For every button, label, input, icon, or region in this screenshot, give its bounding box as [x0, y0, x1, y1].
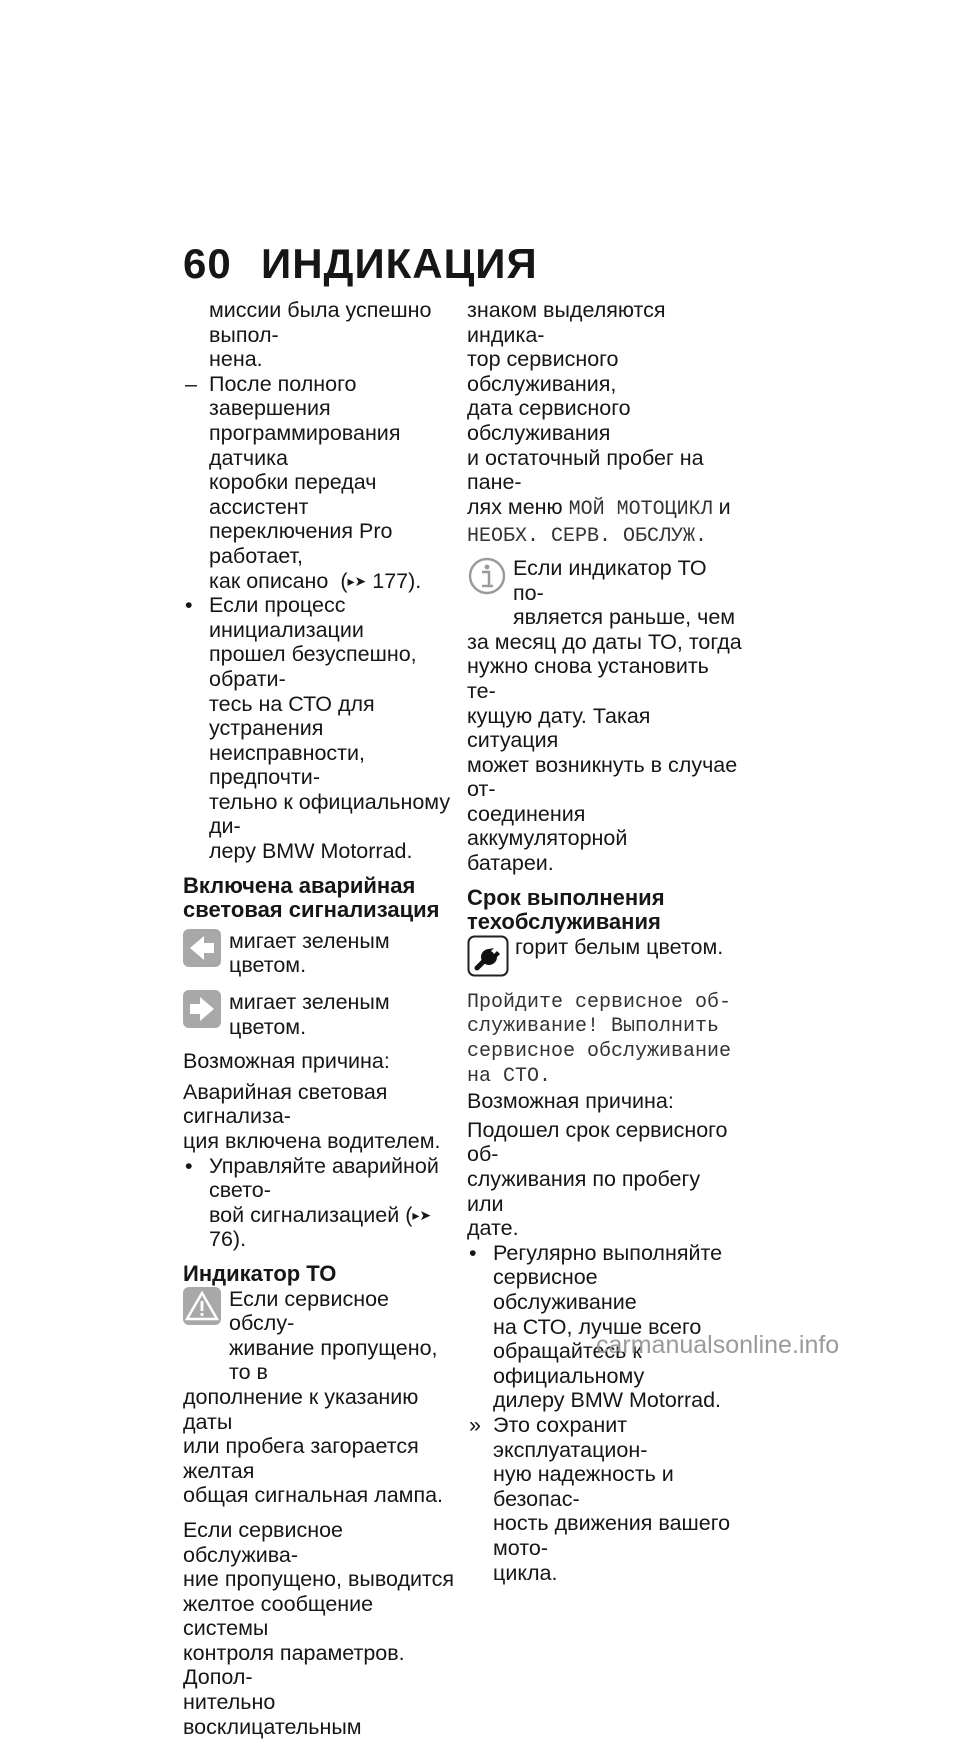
dash-list-item [183, 372, 455, 593]
text-line: служивание! Выполнить [467, 1015, 720, 1039]
text-line: за месяц до даты ТО, тогда [467, 629, 742, 654]
text-line: как описано (▸➤ 177). [209, 568, 422, 593]
text-span: лях меню [467, 494, 563, 519]
icon-description: мигает зеленым цветом. [229, 990, 390, 1039]
turn-right-row [183, 990, 455, 1039]
page-header [183, 240, 538, 288]
text-line: Если процесс инициализации [209, 593, 364, 642]
text-line [467, 522, 742, 550]
text-line [209, 1203, 455, 1252]
info-text-cont [467, 630, 742, 876]
text-line: сервисное обслуживание [467, 1040, 732, 1064]
text-line: контроля параметров. Допол- [183, 1640, 405, 1690]
service-paragraph [183, 1518, 455, 1739]
text-line: переключения Pro работает, [209, 519, 393, 568]
text-line: прошел безуспешно, обрати- [209, 642, 417, 691]
text-line: ция включена водителем. [183, 1129, 441, 1153]
text-line: и остаточный пробег на пане- [467, 445, 704, 495]
heading-line: техобслуживания [467, 909, 661, 935]
warning-text [229, 1287, 455, 1385]
cause-text [183, 1080, 455, 1154]
text-line: леру BMW Motorrad. [209, 839, 413, 864]
text-line: обращайтесь к официальному [493, 1339, 645, 1388]
text-line: Если сервисное обслу- [229, 1286, 390, 1336]
heading-line: Срок выполнения [467, 884, 665, 910]
page-ref[interactable]: 76). [209, 1227, 247, 1252]
arrow-left-icon [183, 929, 221, 967]
text-line: ние пропущено, выводится [183, 1567, 455, 1592]
bullet-item [183, 1154, 455, 1252]
text-line: кущую дату. Такая ситуация [467, 703, 651, 753]
text-line: Управляйте аварийной свето- [209, 1153, 439, 1203]
arrow-right-icon [183, 990, 221, 1028]
right-column [467, 298, 742, 1585]
menu-name: НЕОБХ. СЕРВ. ОБСЛУЖ. [467, 525, 708, 549]
text-line: ность движения вашего мото- [493, 1511, 731, 1560]
icon-description: горит белым цветом. [515, 934, 724, 959]
heading-line: световая сигнализация [183, 897, 440, 923]
text-line: нужно снова установить те- [467, 654, 709, 703]
text-line: ную надежность и безопас- [493, 1462, 674, 1511]
text-line: тор сервисного обслуживания, [467, 347, 619, 396]
text-span: и [718, 494, 731, 519]
text-line: дата сервисного обслуживания [467, 396, 631, 445]
cause-label: Возможная причина: [183, 1049, 390, 1074]
result-item [467, 1413, 742, 1585]
bullet-mark: • [185, 593, 193, 618]
menu-name: МОЙ МОТОЦИКЛ [568, 497, 713, 521]
text-line: сервисное обслуживание [493, 1265, 637, 1314]
text-line: тельно к официальному ди- [209, 789, 451, 839]
watermark: carmanualsonline.info [596, 1331, 840, 1359]
section-heading-service: Индикатор ТО [183, 1260, 337, 1286]
text-line: служивания по пробегу или [467, 1167, 701, 1216]
text-line: батареи. [467, 851, 554, 876]
continued-paragraph [467, 298, 742, 550]
heading-line: Включена аварийная [183, 872, 416, 898]
page-number: 60 [183, 240, 232, 287]
text-line: нительно восклицательным [183, 1690, 362, 1739]
text-line: миссии была успешно выпол- [209, 298, 432, 347]
warning-row [183, 1287, 455, 1385]
bullet-mark: • [469, 1240, 477, 1265]
text-line: Аварийная световая сигнализа- [183, 1079, 388, 1129]
left-column [183, 298, 455, 1739]
dash-mark: – [185, 371, 197, 396]
wrench-icon [467, 935, 509, 977]
text-line: После полного завершения [209, 371, 357, 421]
section-heading-due [467, 886, 742, 935]
text-line: желтое сообщение системы [183, 1591, 374, 1641]
text-line: является раньше, чем [513, 605, 736, 630]
wrench-row [467, 935, 742, 977]
bullet-item [467, 1241, 742, 1413]
text-line: общая сигнальная лампа. [183, 1483, 444, 1508]
cause-text [467, 1118, 742, 1241]
text-line: цикла. [493, 1560, 558, 1585]
text-line: соединения аккумуляторной [467, 801, 628, 851]
text-line: дате. [467, 1216, 519, 1241]
text-line: дополнение к указанию даты [183, 1384, 419, 1434]
text-line: тесь на СТО для устранения [209, 691, 375, 741]
text-span: как описано [209, 568, 329, 593]
text-span: вой сигнализацией ( [209, 1202, 413, 1227]
text-line: Если индикатор ТО по- [513, 555, 707, 605]
text-line: неисправности, предпочти- [209, 740, 365, 790]
text-line: живание пропущено, то в [229, 1335, 438, 1385]
info-text [513, 556, 742, 630]
text-line: Если сервисное обслужива- [183, 1517, 344, 1567]
page-title: ИНДИКАЦИЯ [261, 240, 538, 287]
warning-text-cont [183, 1385, 455, 1508]
text-line: программирования датчика [209, 420, 401, 470]
system-message [467, 991, 742, 1089]
intro-paragraph [183, 298, 455, 372]
text-line: или пробега загорается желтая [183, 1434, 419, 1483]
text-line: Регулярно выполняйте [493, 1240, 723, 1265]
page-ref[interactable]: 177). [372, 568, 422, 593]
text-line: Подошел срок сервисного об- [467, 1117, 728, 1167]
text-line: на СТО. [467, 1064, 552, 1088]
turn-left-row [183, 929, 455, 978]
bullet-item [183, 593, 455, 864]
text-line: на СТО, лучше всего [493, 1314, 702, 1339]
text-line: знаком выделяются индика- [467, 298, 666, 347]
page-ref-arrow-icon: ▸➤ [347, 572, 367, 589]
text-line [467, 495, 742, 523]
text-line: Это сохранит эксплуатацион- [493, 1412, 648, 1462]
page-ref-arrow-icon: ▸➤ [412, 1206, 432, 1223]
result-mark: » [469, 1412, 481, 1437]
text-line: дилеру BMW Motorrad. [493, 1388, 722, 1413]
info-row [467, 556, 742, 630]
icon-description: мигает зеленым цветом. [229, 928, 390, 978]
text-line: может возникнуть в случае от- [467, 752, 738, 802]
section-heading-hazard [183, 874, 455, 923]
info-icon [467, 556, 507, 596]
text-line: Пройдите сервисное об- [467, 990, 732, 1014]
cause-label: Возможная причина: [467, 1089, 674, 1114]
bullet-mark: • [185, 1153, 193, 1178]
text-line: нена. [209, 347, 263, 372]
text-line: коробки передач ассистент [209, 470, 377, 519]
warning-triangle-icon [183, 1287, 221, 1325]
